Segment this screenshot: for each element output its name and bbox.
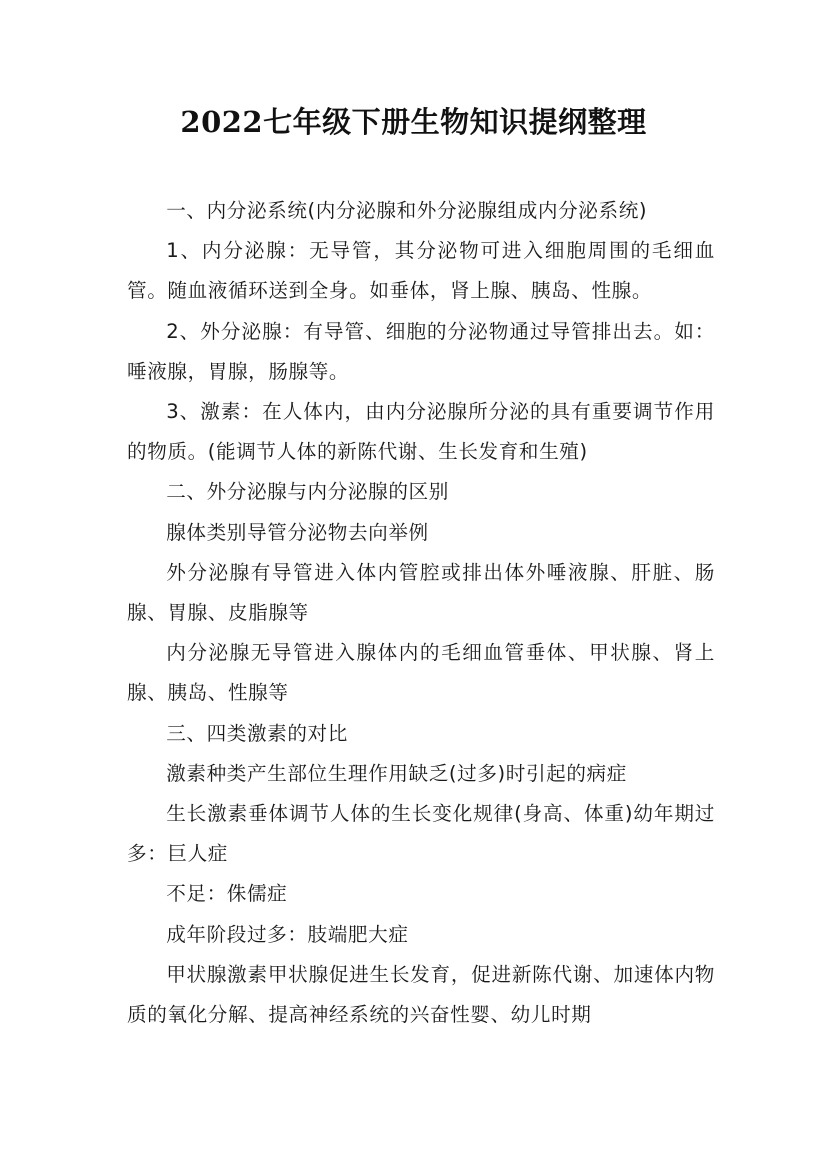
document-body [127,191,715,1035]
section-heading-endocrine-system: 一、内分泌系统(内分泌腺和外分泌腺组成内分泌系统) [166,199,648,222]
table-row-growth-hormone-deficiency: 不足：侏儒症 [166,882,288,906]
table-row-exocrine: 外分泌腺有导管进入体内管腔或排出体外唾液腺、肝脏、肠腺、胃腺、皮脂腺等 [127,560,715,625]
table-row-growth-hormone-adult: 成年阶段过多：肢端肥大症 [166,922,409,946]
paragraph-endocrine-gland: 1、内分泌腺：无导管，其分泌物可进入细胞周围的毛细血管。随血液循环送到全身。如垂体，肾上腺、胰岛、性腺。 [127,239,715,303]
table-header-gland: 腺体类别导管分泌物去向举例 [166,520,429,544]
table-row-growth-hormone: 生长激素垂体调节人体的生长变化规律(身高、体重)幼年期过多：巨人症 [127,802,715,866]
table-header-hormone: 激素种类产生部位生理作用缺乏(过多)时引起的病症 [166,761,627,785]
section-heading-gland-difference: 二、外分泌腺与内分泌腺的区别 [166,480,449,504]
paragraph-exocrine-gland: 2、外分泌腺：有导管、细胞的分泌物通过导管排出去。如：唾液腺，胃腺，肠腺等。 [127,319,715,383]
document-title: 2022七年级下册生物知识提纲整理 [180,105,647,139]
table-row-thyroid-hormone: 甲状腺激素甲状腺促进生长发育，促进新陈代谢、加速体内物质的氧化分解、提高神经系统的兴奋性婴、幼儿时期 [127,962,715,1027]
table-row-endocrine: 内分泌腺无导管进入腺体内的毛细血管垂体、甲状腺、肾上腺、胰岛、性腺等 [127,641,715,705]
paragraph-hormone: 3、激素：在人体内，由内分泌腺所分泌的具有重要调节作用的物质。(能调节人体的新陈代谢、生长发育和生殖) [127,400,715,464]
section-heading-hormone-comparison: 三、四类激素的对比 [166,721,348,745]
